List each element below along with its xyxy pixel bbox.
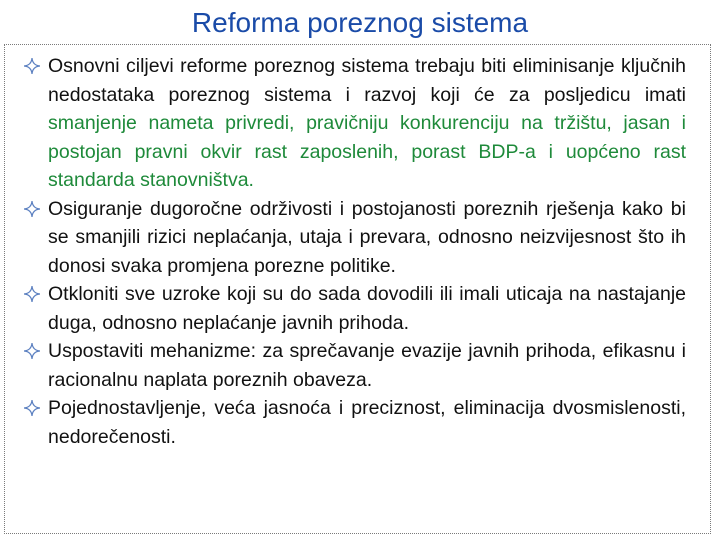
list-item (22, 280, 686, 337)
diamond-star-icon (22, 394, 44, 423)
diamond-star-icon (22, 337, 44, 366)
highlighted-text: smanjenje nameta privredi, pravičniju konkurenciju na tržištu, jasan i postojan pravni okvir rast zaposlenih, porast BDP-a i uopćeno rast standarda stanovništva. (48, 112, 686, 191)
item-text: Pojednostavljenje, veća jasnoća i preciznost, eliminacija dvosmislenosti, nedorečenosti. (48, 397, 686, 448)
slide-title: Reforma poreznog sistema (191, 7, 529, 38)
list-item (22, 52, 686, 195)
item-text: Uspostaviti mehanizme: za sprečavanje evazije javnih prihoda, efikasnu i racionalnu naplata poreznih obaveza. (48, 340, 686, 391)
diamond-star-icon (22, 52, 44, 81)
bullet-list (22, 52, 686, 451)
item-text: Otkloniti sve uzroke koji su do sada dovodili ili imali uticaja na nastajanje duga, odnosno neplaćanje javnih prihoda. (48, 283, 686, 334)
list-item (22, 394, 686, 451)
item-text: Osiguranje dugoročne održivosti i postojanosti poreznih rješenja kako bi se smanjili rizici neplaćanja, utaja i prevara, odnosno neizvijesnost što ih donosi svaka promjena porezne politike. (48, 197, 686, 277)
list-item (22, 337, 686, 394)
item-text: Osnovni ciljevi reforme poreznog sistema trebaju biti eliminisanje ključnih nedostataka poreznog sistema i razvoj koji će za posljedicu imati (48, 55, 686, 106)
diamond-star-icon (22, 280, 44, 309)
diamond-star-icon (22, 195, 44, 224)
list-item (22, 195, 686, 281)
